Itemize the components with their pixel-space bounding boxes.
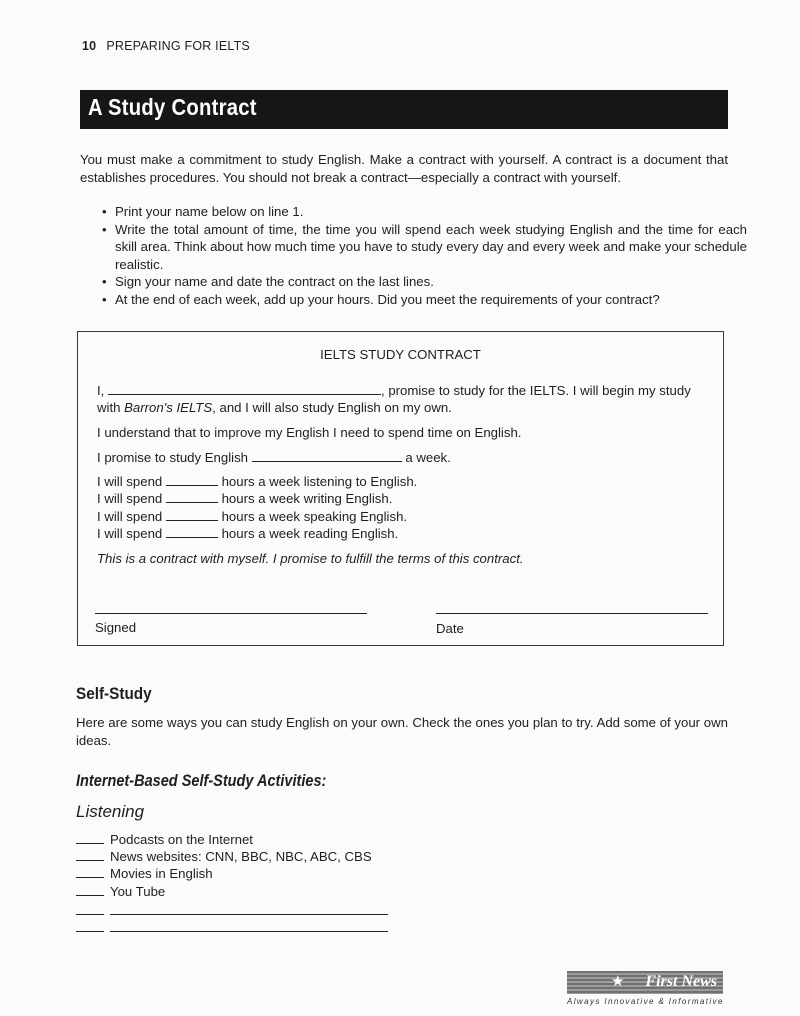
intro-paragraph: You must make a commitment to study English. Make a contract with yourself. A contract is a document that establishes procedures. You should not break a contract—especially a contract with yourself. (80, 152, 728, 185)
contract-line-4: I promise to study English a week. (97, 450, 451, 465)
custom-checkbox-blank[interactable] (76, 914, 104, 915)
spend-line-speaking: I will spend hours a week speaking English. (97, 509, 408, 524)
listening-hours-blank[interactable] (166, 473, 218, 486)
title-bar (80, 90, 728, 129)
spend-line-reading: I will spend hours a week reading English. (97, 526, 399, 541)
logo-name: First News (645, 973, 717, 990)
contract-box (77, 331, 724, 646)
section-name: PREPARING FOR IELTS (106, 39, 250, 53)
list-item: You Tube (76, 883, 372, 900)
name-blank[interactable] (108, 382, 381, 395)
checkbox-blank[interactable] (76, 866, 104, 878)
page-number: 10 (82, 39, 97, 53)
self-study-text: Here are some ways you can study English on your own. Check the ones you plan to try. Add some of your own ideas. (76, 715, 728, 748)
checkbox-blank[interactable] (76, 884, 104, 896)
reading-hours-blank[interactable] (166, 525, 218, 538)
list-item: • Sign your name and date the contract on the last lines. (115, 273, 747, 291)
contract-line-3: I understand that to improve my English I need to spend time on English. (97, 425, 522, 440)
list-item: Movies in English (76, 865, 372, 882)
writing-hours-blank[interactable] (166, 490, 218, 503)
internet-activities-heading: Internet-Based Self-Study Activities: (76, 772, 327, 790)
star-icon: ★ (611, 973, 625, 990)
custom-checkbox-blank[interactable] (76, 931, 104, 932)
list-item: • Write the total amount of time, the time you will spend each week studying English and the time for each skill area. Think about how much time you have to study every day and every week and make your schedule realistic. (115, 221, 747, 274)
total-time-blank[interactable] (252, 449, 402, 462)
contract-line-1: I, , promise to study for the IELTS. I will begin my study (97, 383, 691, 398)
listening-heading: Listening (76, 802, 145, 821)
signed-label: Signed (95, 620, 137, 635)
date-line[interactable] (436, 613, 708, 614)
checkbox-blank[interactable] (76, 849, 104, 861)
date-label: Date (436, 621, 464, 636)
book-title: Barron's IELTS (124, 400, 213, 415)
logo-bar (567, 971, 723, 994)
spend-line-listening: I will spend hours a week listening to English. (97, 474, 418, 489)
signature-line[interactable] (95, 613, 367, 614)
contract-closing: This is a contract with myself. I promise to fulfill the terms of this contract. (97, 551, 524, 566)
spend-line-writing: I will spend hours a week writing English. (97, 491, 393, 506)
custom-idea-line[interactable] (110, 914, 388, 915)
checkbox-blank[interactable] (76, 832, 104, 844)
contract-line-2: with Barron's IELTS, and I will also study English on my own. (97, 400, 452, 415)
logo-tagline: Always Innovative & Informative (567, 997, 724, 1006)
self-study-heading: Self-Study (76, 684, 152, 703)
list-item: • Print your name below on line 1. (115, 203, 747, 221)
instruction-list (96, 203, 747, 308)
page-title: A Study Contract (88, 94, 257, 120)
list-item: • At the end of each week, add up your hours. Did you meet the requirements of your contract? (115, 291, 747, 309)
list-item: News websites: CNN, BBC, NBC, ABC, CBS (76, 848, 372, 865)
speaking-hours-blank[interactable] (166, 508, 218, 521)
list-item: Podcasts on the Internet (76, 831, 372, 848)
publisher-logo (567, 971, 723, 1006)
activity-list (76, 831, 372, 900)
contract-title: IELTS STUDY CONTRACT (320, 347, 481, 362)
custom-idea-line[interactable] (110, 931, 388, 932)
running-header (82, 39, 250, 53)
